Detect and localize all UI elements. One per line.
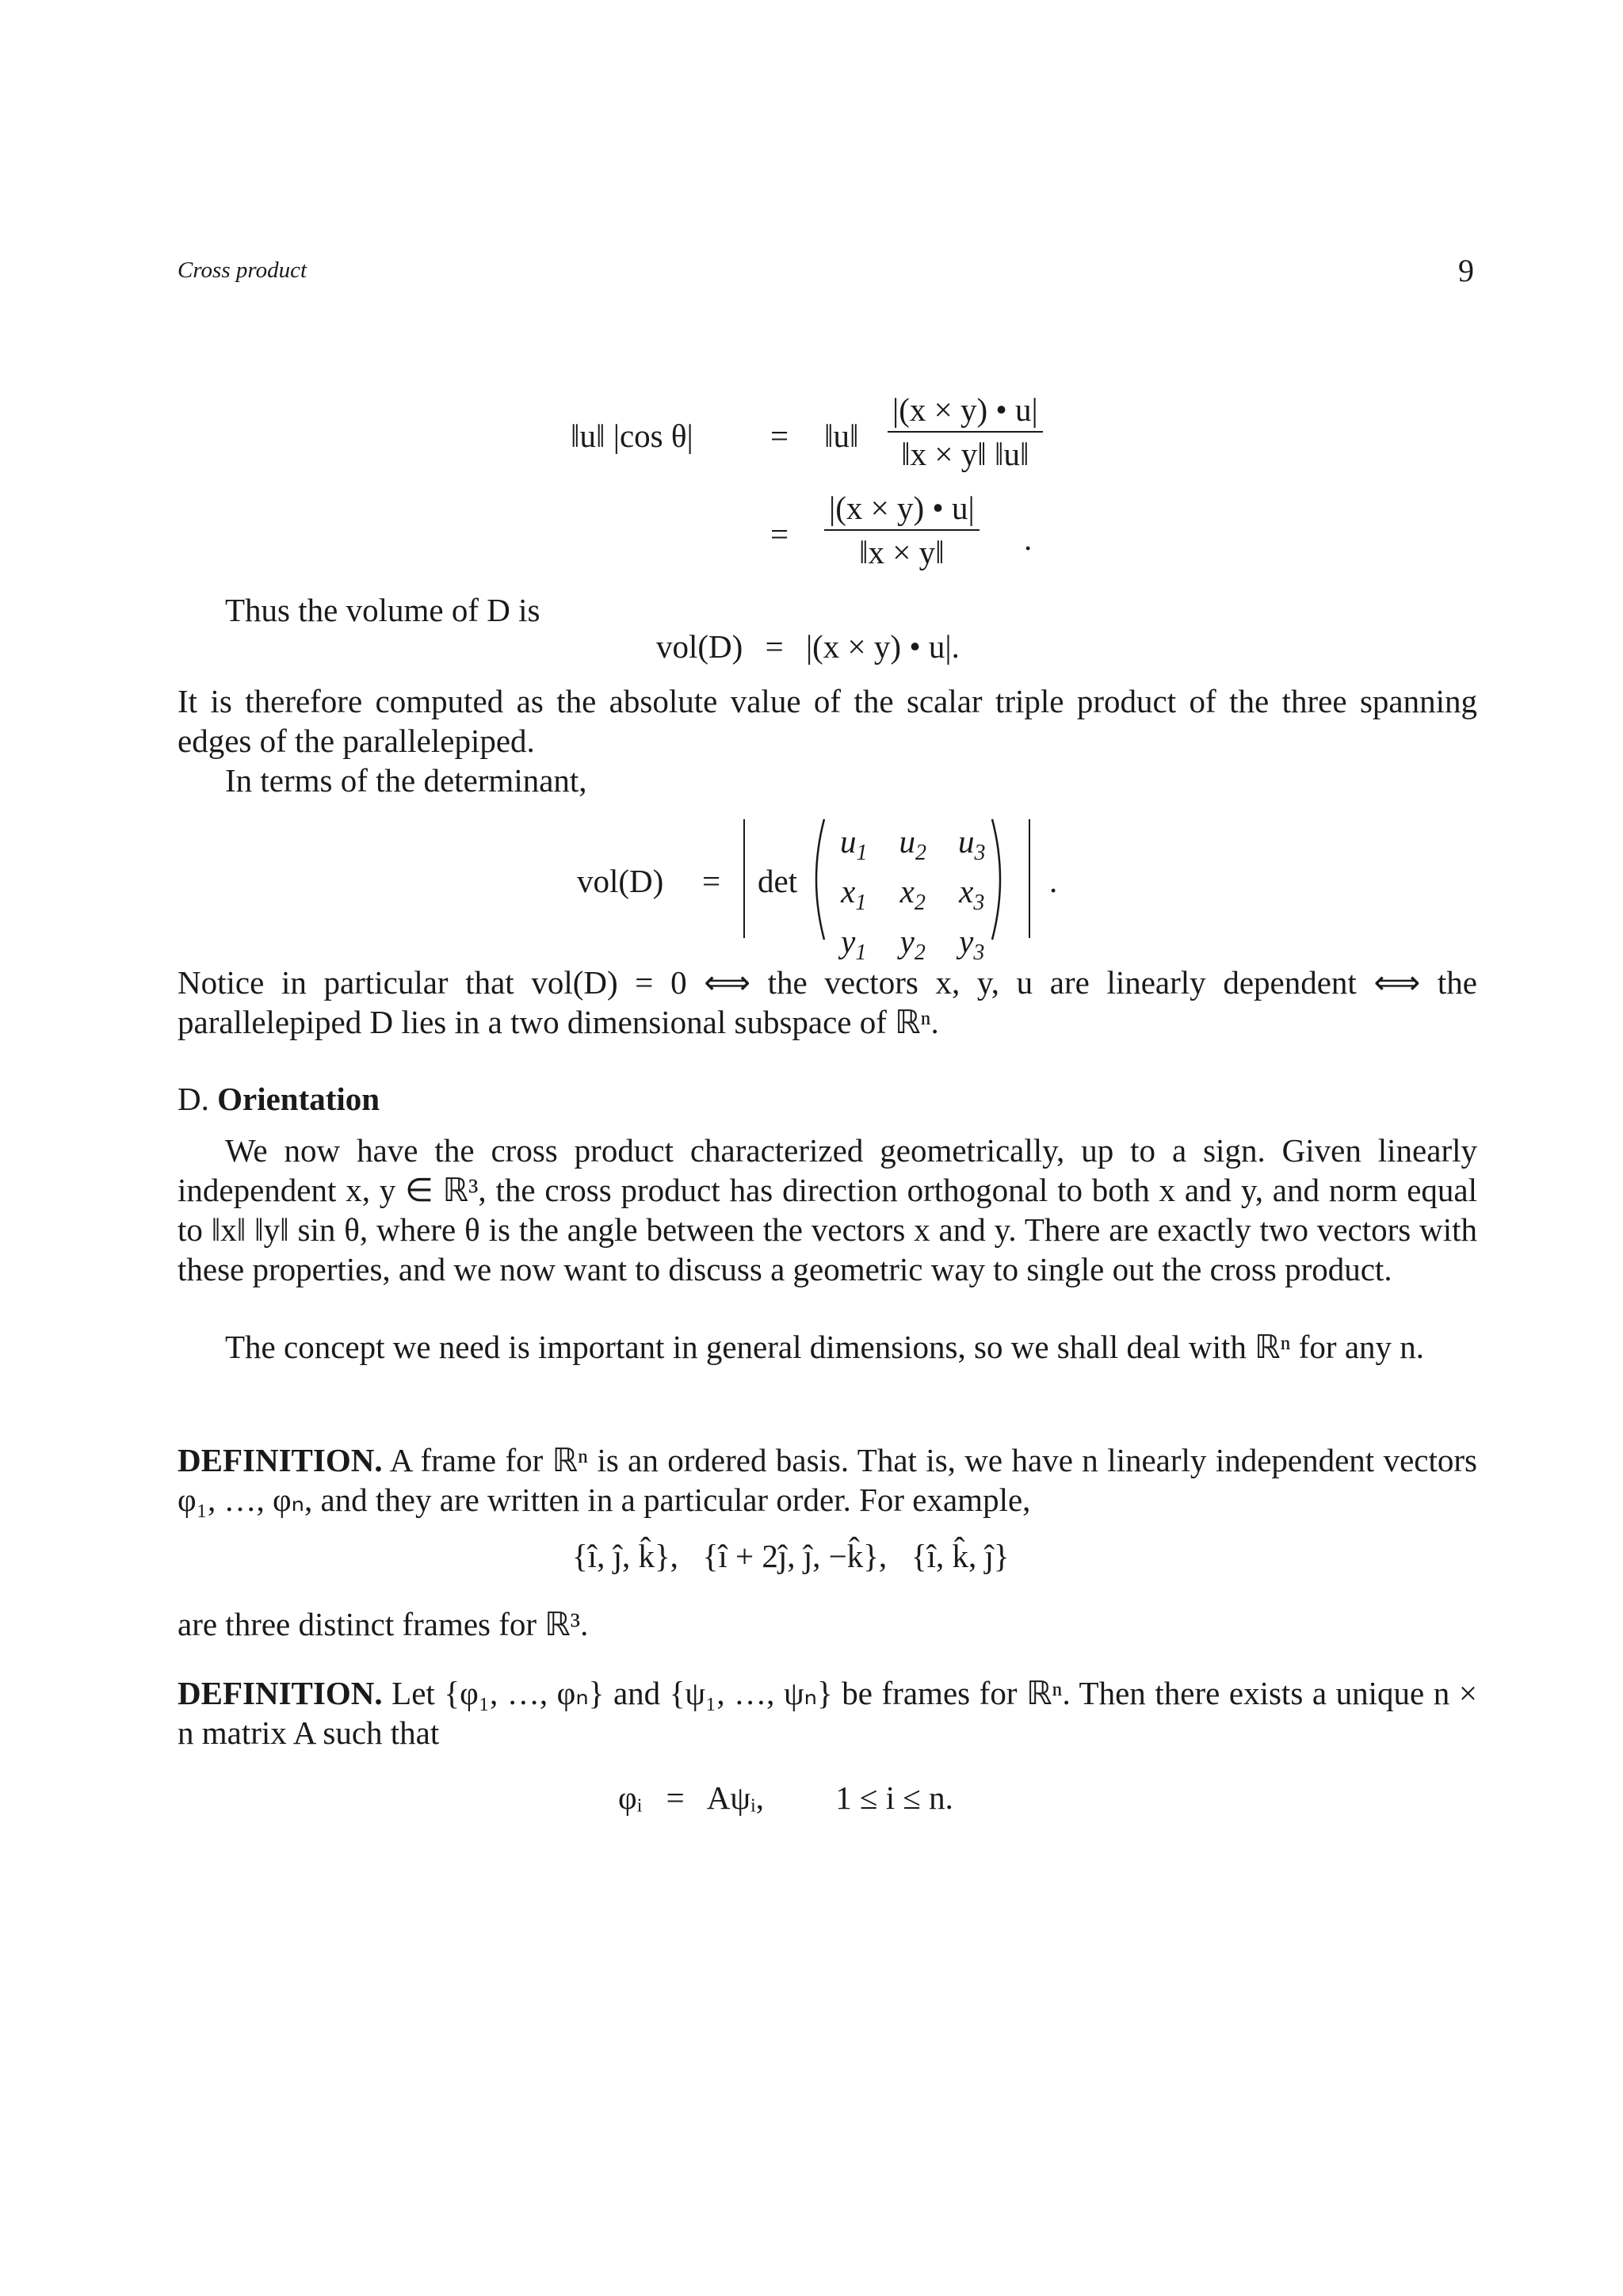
matrix-cell: $u_3$ — [958, 823, 986, 866]
matrix — [824, 819, 1002, 970]
eq2-equals: = — [765, 628, 784, 665]
section-title: Orientation — [217, 1081, 380, 1117]
eq5-equals: = — [666, 1779, 685, 1816]
matrix-row — [824, 819, 1002, 869]
eq1-lhs: ‖u‖ |cos θ| — [571, 418, 693, 454]
matrix-cell: $y_2$ — [899, 923, 926, 966]
matrix-row — [824, 869, 1002, 919]
matrix-cell: $u_2$ — [899, 823, 926, 866]
eq1-equals: = — [770, 418, 789, 454]
paragraph-general-dimensions: The concept we need is important in general dimensions, so we shall deal with ℝⁿ for any n. — [225, 1329, 1425, 1365]
matrix-cell: $x_3$ — [959, 873, 985, 916]
eq1-frac2-numerator: |(x × y) • u| — [824, 486, 980, 531]
paragraph-distinct-frames: are three distinct frames for ℝ³. — [178, 1606, 589, 1642]
eq3-equals: = — [702, 863, 721, 899]
eq1-frac2-denominator: ‖x × y‖ — [859, 534, 945, 570]
paragraph-determinant-intro: In terms of the determinant, — [225, 762, 587, 799]
equation-matrix-relation — [618, 1779, 953, 1817]
section-heading — [178, 1079, 380, 1119]
definition-frame — [178, 1440, 1477, 1520]
matrix-cell: $y_1$ — [841, 923, 867, 966]
definition-text: A frame for ℝⁿ is an ordered basis. That is, we have n linearly independent vectors φ₁, …, φₙ, and they are written in a particular order. For example, — [178, 1442, 1477, 1518]
definition-label: DEFINITION. — [178, 1442, 383, 1478]
paren-right — [989, 816, 1010, 943]
section-label: D. — [178, 1081, 209, 1117]
eq1-fraction-2 — [824, 486, 980, 574]
paragraph-linear-dependence: Notice in particular that vol(D) = 0 ⟺ the vectors x, y, u are linearly dependent ⟺ the parallelepiped D lies in a two dimensional subspace of ℝⁿ. — [178, 964, 1477, 1040]
eq3-det: det — [758, 863, 798, 899]
thus-line: Thus the volume of D is — [225, 592, 540, 628]
eq5-lhs: φᵢ — [618, 1779, 643, 1816]
matrix-cell: $x_2$ — [899, 873, 926, 916]
eq1-rhs-prefix: ‖u‖ — [824, 418, 859, 454]
definition-text: Let {φ₁, …, φₙ} and {ψ₁, …, ψₙ} be frames for ℝⁿ. Then there exists a unique n × n matrix A such that — [178, 1675, 1478, 1751]
matrix-cell: $u_1$ — [840, 823, 868, 866]
abs-bar-right — [1029, 819, 1030, 938]
eq3-period: . — [1049, 863, 1058, 899]
paragraph-triple-product: It is therefore computed as the absolute value of the scalar triple product of the three spanning edges of the parallelepiped. — [178, 683, 1477, 759]
equation-cos-theta — [571, 388, 1125, 578]
equation-volume — [656, 627, 960, 666]
equation-determinant — [577, 816, 1068, 966]
definition-label: DEFINITION. — [178, 1675, 383, 1711]
eq1-frac1-numerator: |(x × y) • u| — [888, 388, 1043, 433]
eq1-period: . — [1024, 521, 1033, 557]
eq1-equals-2: = — [770, 516, 789, 552]
eq1-fraction-1 — [888, 388, 1043, 475]
eq5-condition: 1 ≤ i ≤ n. — [835, 1779, 953, 1816]
eq3-lhs: vol(D) — [577, 863, 664, 899]
eq1-frac1-denominator: ‖x × y‖ ‖u‖ — [901, 436, 1029, 472]
eq2-rhs: |(x × y) • u|. — [805, 628, 960, 665]
page-number: 9 — [1458, 253, 1474, 288]
equation-frames-example: {î, ĵ, k̂}, {î + 2ĵ, ĵ, −k̂}, {î, k̂, ĵ} — [572, 1538, 1010, 1574]
running-title: Cross product — [178, 257, 307, 283]
abs-bar-left — [743, 819, 745, 938]
paragraph-orientation: We now have the cross product characterized geometrically, up to a sign. Given linearly independent x, y ∈ ℝ³, the cross product has direction orthogonal to both x and y, and norm equal to ‖x‖ ‖y‖ sin θ, where θ is the angle between the vectors x and y. There are exactly two vectors with these properties, and we now want to discuss a geometric way to single out the cross product. — [178, 1132, 1477, 1287]
eq5-rhs: Aψᵢ, — [706, 1779, 764, 1816]
eq2-lhs: vol(D) — [656, 628, 743, 665]
definition-change-of-frame — [178, 1673, 1477, 1753]
matrix-cell: $x_1$ — [841, 873, 867, 916]
matrix-cell: $y_3$ — [959, 923, 985, 966]
